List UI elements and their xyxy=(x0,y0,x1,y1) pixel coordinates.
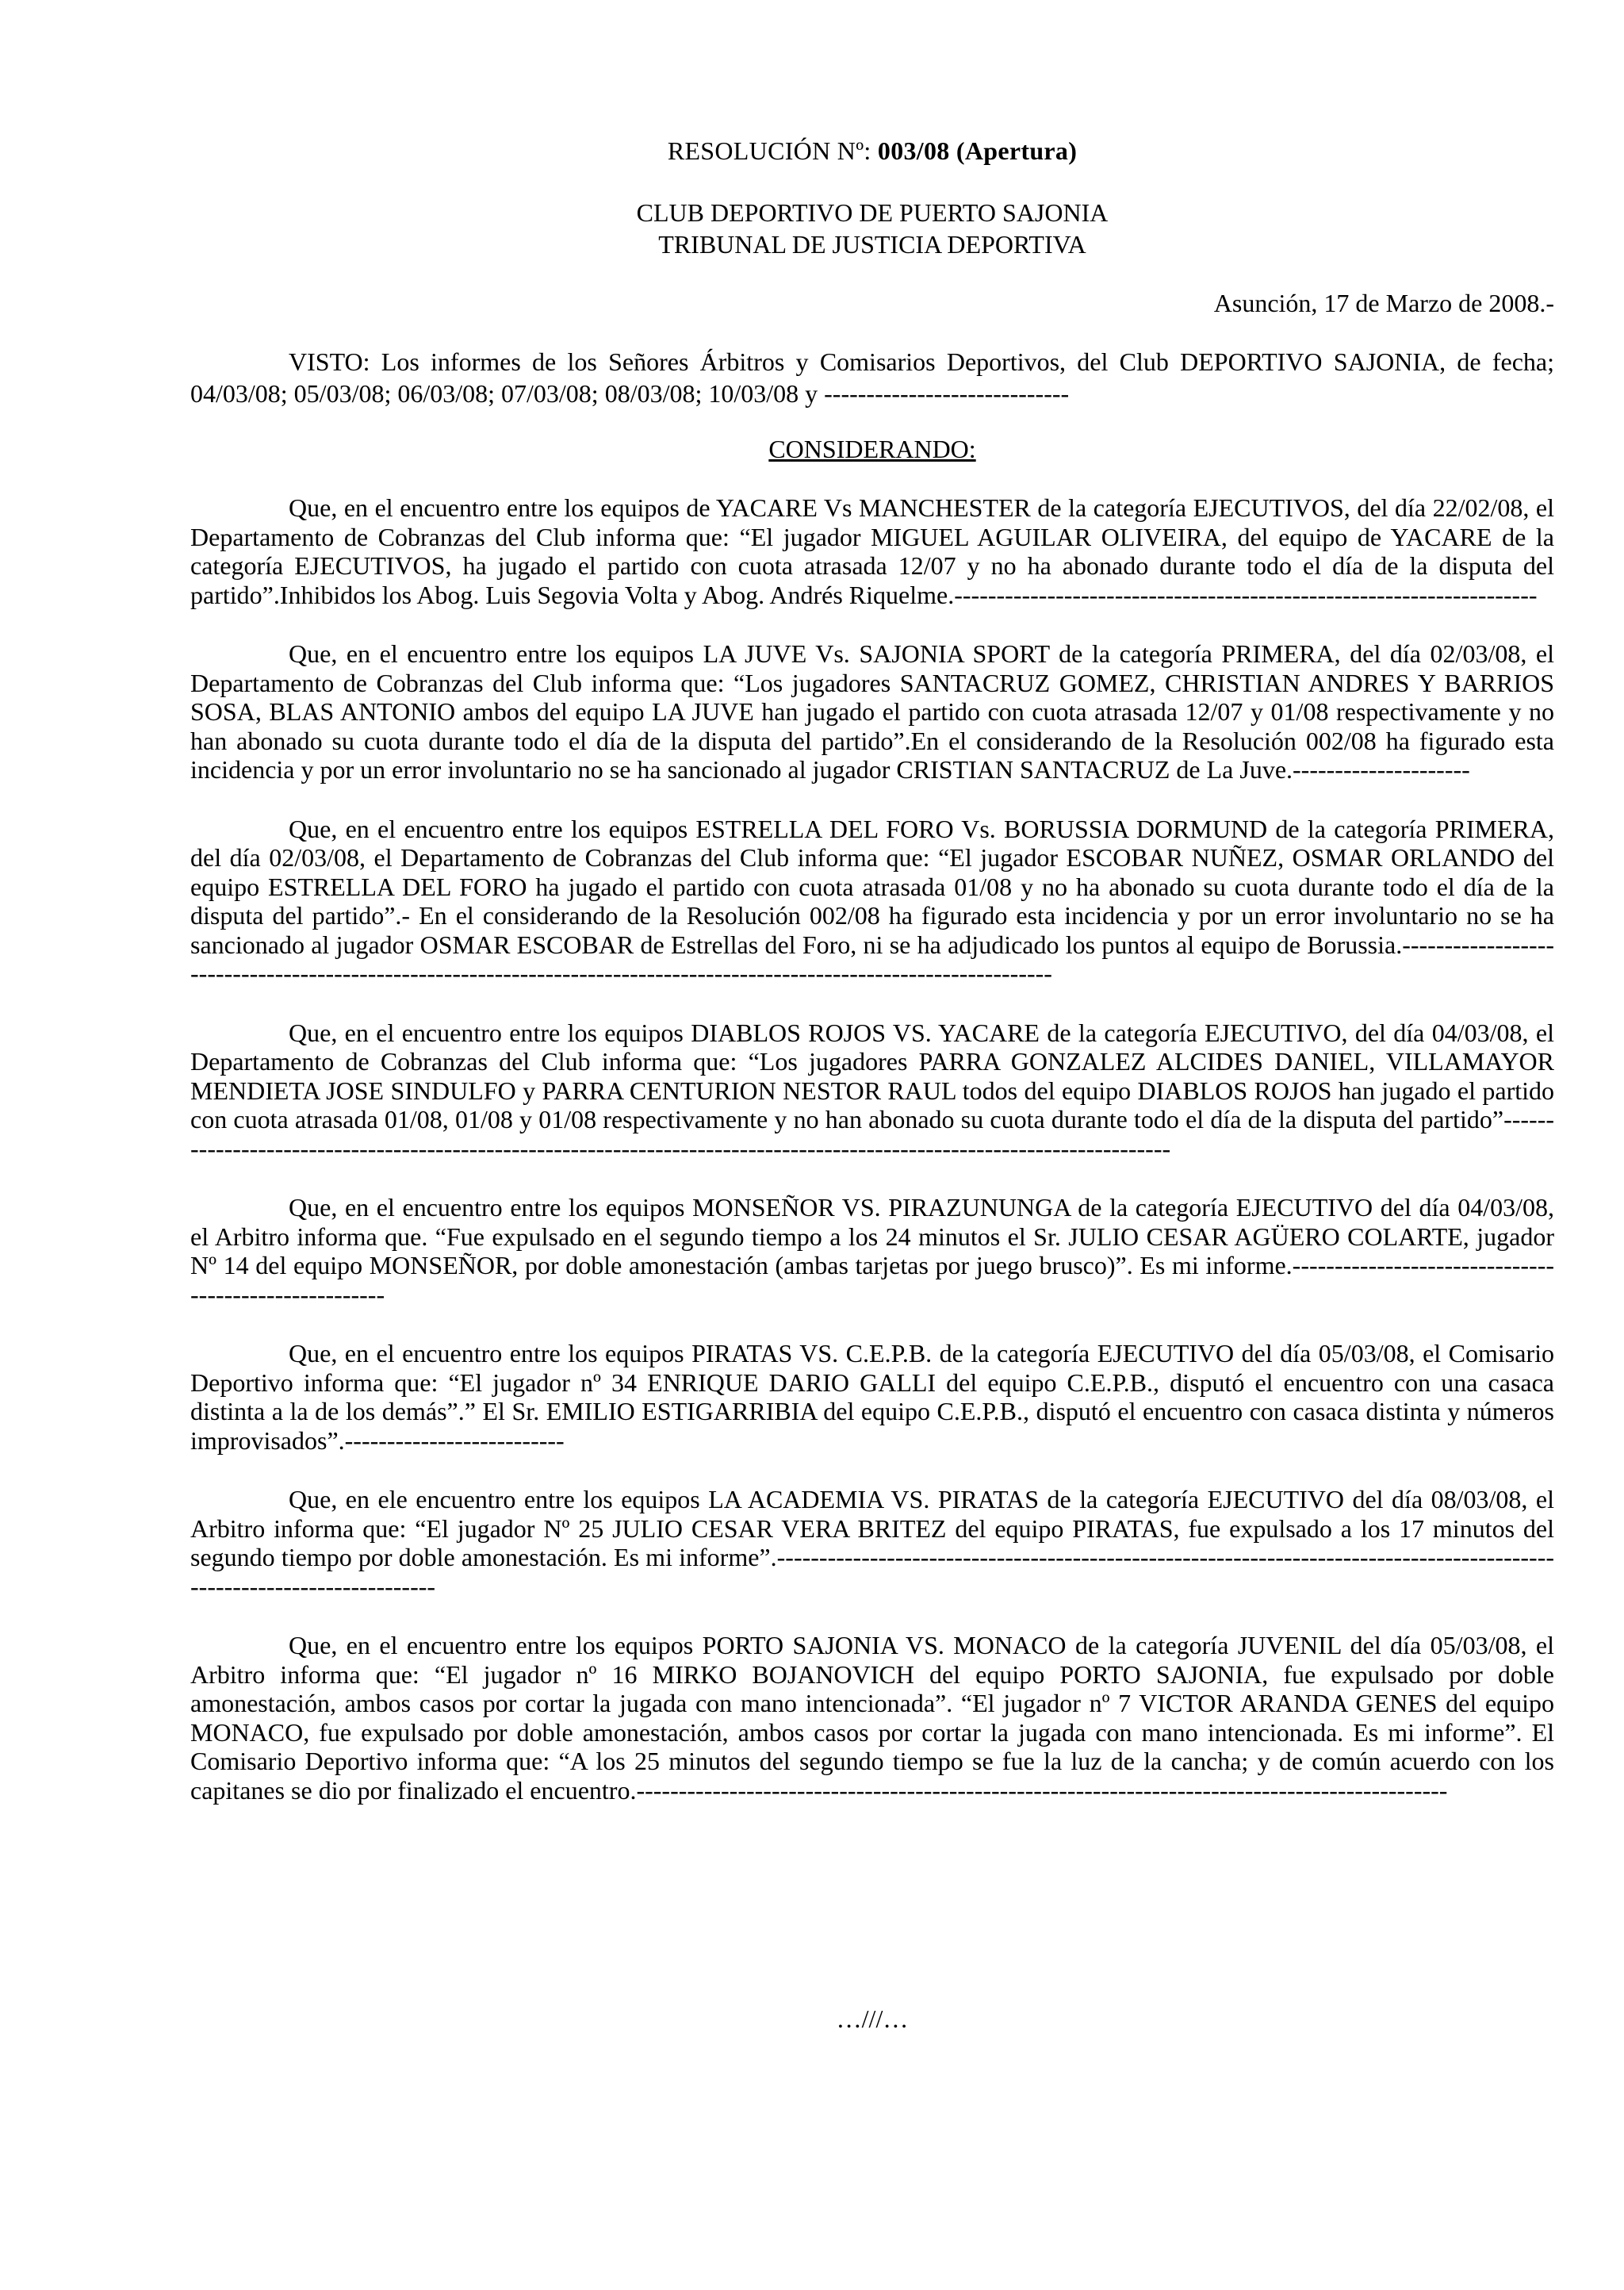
considerando-paragraph: Que, en el encuentro entre los equipos de YACARE Vs MANCHESTER de la categoría EJECUTIVOS, del día 22/02/08, el Departamento de Cobranzas del Club informa que: “El jugador MIGUEL AGUILAR OLIVEIRA, del equipo de YACARE de la categoría EJECUTIVOS, ha jugado el partido con cuota atrasada 12/07 y no ha abonado durante todo el día de la disputa del partido”.Inhibidos los Abog. Luis Segovia Volta y Abog. Andrés Riquelme.--------------------------------------------------------------------- xyxy=(190,493,1554,609)
visto-paragraph: VISTO: Los informes de los Señores Árbitros y Comisarios Deportivos, del Club DEPORTIVO SAJONIA, de fecha; 04/03/08; 05/03/08; 06/03/08; 07/03/08; 08/03/08; 10/03/08 y ----------------------------- xyxy=(190,347,1554,408)
club-name: CLUB DEPORTIVO DE PUERTO SAJONIA xyxy=(636,198,1109,227)
considerando-paragraphs xyxy=(190,493,1554,1835)
considerando-paragraph: Que, en el encuentro entre los equipos MONSEÑOR VS. PIRAZUNUNGA de la categoría EJECUTIVO del día 04/03/08, el Arbitro informa que. “Fue expulsado en el segundo tiempo a los 24 minutos el Sr. JULIO CESAR AGÜERO COLARTE, jugador Nº 14 del equipo MONSEÑOR, por doble amonestación (ambas tarjetas por juego brusco)”. Es mi informe.------------------------------------------------------ xyxy=(190,1193,1554,1309)
resolution-number: 003/08 (Apertura) xyxy=(877,136,1078,165)
considerando-paragraph: Que, en el encuentro entre los equipos PORTO SAJONIA VS. MONACO de la categoría JUVENIL del día 05/03/08, el Arbitro informa que: “El jugador nº 16 MIRKO BOJANOVICH del equipo PORTO SAJONIA, fue expulsado por doble amonestación, ambos casos por cortar la jugada con mano intencionada”. “El jugador nº 7 VICTOR ARANDA GENES del equipo MONACO, fue expulsado por doble amonestación, ambos casos por cortar la jugada con mano intencionada. Es mi informe”. El Comisario Deportivo informa que: “A los 25 minutos del segundo tiempo se fue la luz de la cancha; y de común acuerdo con los capitanes se dio por finalizado el encuentro.------------------------------------------------------------------------------------------------ xyxy=(190,1631,1554,1805)
tribunal-name: TRIBUNAL DE JUSTICIA DEPORTIVA xyxy=(658,230,1086,259)
resolution-prefix: RESOLUCIÓN Nº: xyxy=(667,136,878,165)
page-continuation-mark: …///… xyxy=(836,2004,909,2033)
considerando-paragraph: Que, en el encuentro entre los equipos LA JUVE Vs. SAJONIA SPORT de la categoría PRIMERA, del día 02/03/08, el Departamento de Cobranzas del Club informa que: “Los jugadores SANTACRUZ GOMEZ, CHRISTIAN ANDRES Y BARRIOS SOSA, BLAS ANTONIO ambos del equipo LA JUVE han jugado el partido con cuota atrasada 12/07 y 01/08 respectivamente y no han abonado su cuota durante todo el día de la disputa del partido”.En el considerando de la Resolución 002/08 ha figurado esta incidencia y por un error involuntario no se ha sancionado al jugador CRISTIAN SANTACRUZ de La Juve.--------------------- xyxy=(190,639,1554,784)
considerando-heading: CONSIDERANDO: xyxy=(768,435,976,463)
considerando-paragraph: Que, en el encuentro entre los equipos PIRATAS VS. C.E.P.B. de la categoría EJECUTIVO del día 05/03/08, el Comisario Deportivo informa que: “El jugador nº 34 ENRIQUE DARIO GALLI del equipo C.E.P.B., disputó el encuentro con una casaca distinta a la de los demás”.” El Sr. EMILIO ESTIGARRIBIA del equipo C.E.P.B., disputó el encuentro con casaca distinta y números improvisados”.-------------------------- xyxy=(190,1339,1554,1455)
club-heading xyxy=(190,197,1554,260)
considerando-paragraph: Que, en ele encuentro entre los equipos LA ACADEMIA VS. PIRATAS de la categoría EJECUTIVO del día 08/03/08, el Arbitro informa que: “El jugador Nº 25 JULIO CESAR VERA BRITEZ del equipo PIRATAS, fue expulsado a los 17 minutos del segundo tiempo por doble amonestación. Es mi informe”.------------------------------------------------------------------------------------------------------------------------- xyxy=(190,1485,1554,1601)
considerando-paragraph: Que, en el encuentro entre los equipos DIABLOS ROJOS VS. YACARE de la categoría EJECUTIVO, del día 04/03/08, el Departamento de Cobranzas del Club informa que: “Los jugadores PARRA GONZALEZ ALCIDES DANIEL, VILLAMAYOR MENDIETA JOSE SINDULFO y PARRA CENTURION NESTOR RAUL todos del equipo DIABLOS ROJOS han jugado el partido con cuota atrasada 01/08, 01/08 y 01/08 respectivamente y no han abonado su cuota durante todo el día de la disputa del partido”-------------------------------------------------------------------------------------------------------------------------- xyxy=(190,1018,1554,1163)
resolution-title xyxy=(190,135,1554,167)
document-date: Asunción, 17 de Marzo de 2008.- xyxy=(1213,289,1554,317)
considerando-paragraph: Que, en el encuentro entre los equipos ESTRELLA DEL FORO Vs. BORUSSIA DORMUND de la categoría PRIMERA, del día 02/03/08, el Departamento de Cobranzas del Club informa que: “El jugador ESCOBAR NUÑEZ, OSMAR ORLANDO del equipo ESTRELLA DEL FORO ha jugado el partido con cuota atrasada 01/08 y no ha abonado su cuota durante todo el día de la disputa del partido”.- En el considerando de la Resolución 002/08 ha figurado esta incidencia y por un error involuntario no se ha sancionado al jugador OSMAR ESCOBAR de Estrellas del Foro, ni se ha adjudicado los puntos al equipo de Borussia.------------------------------------------------------------------------------------------------------------------------ xyxy=(190,814,1554,988)
